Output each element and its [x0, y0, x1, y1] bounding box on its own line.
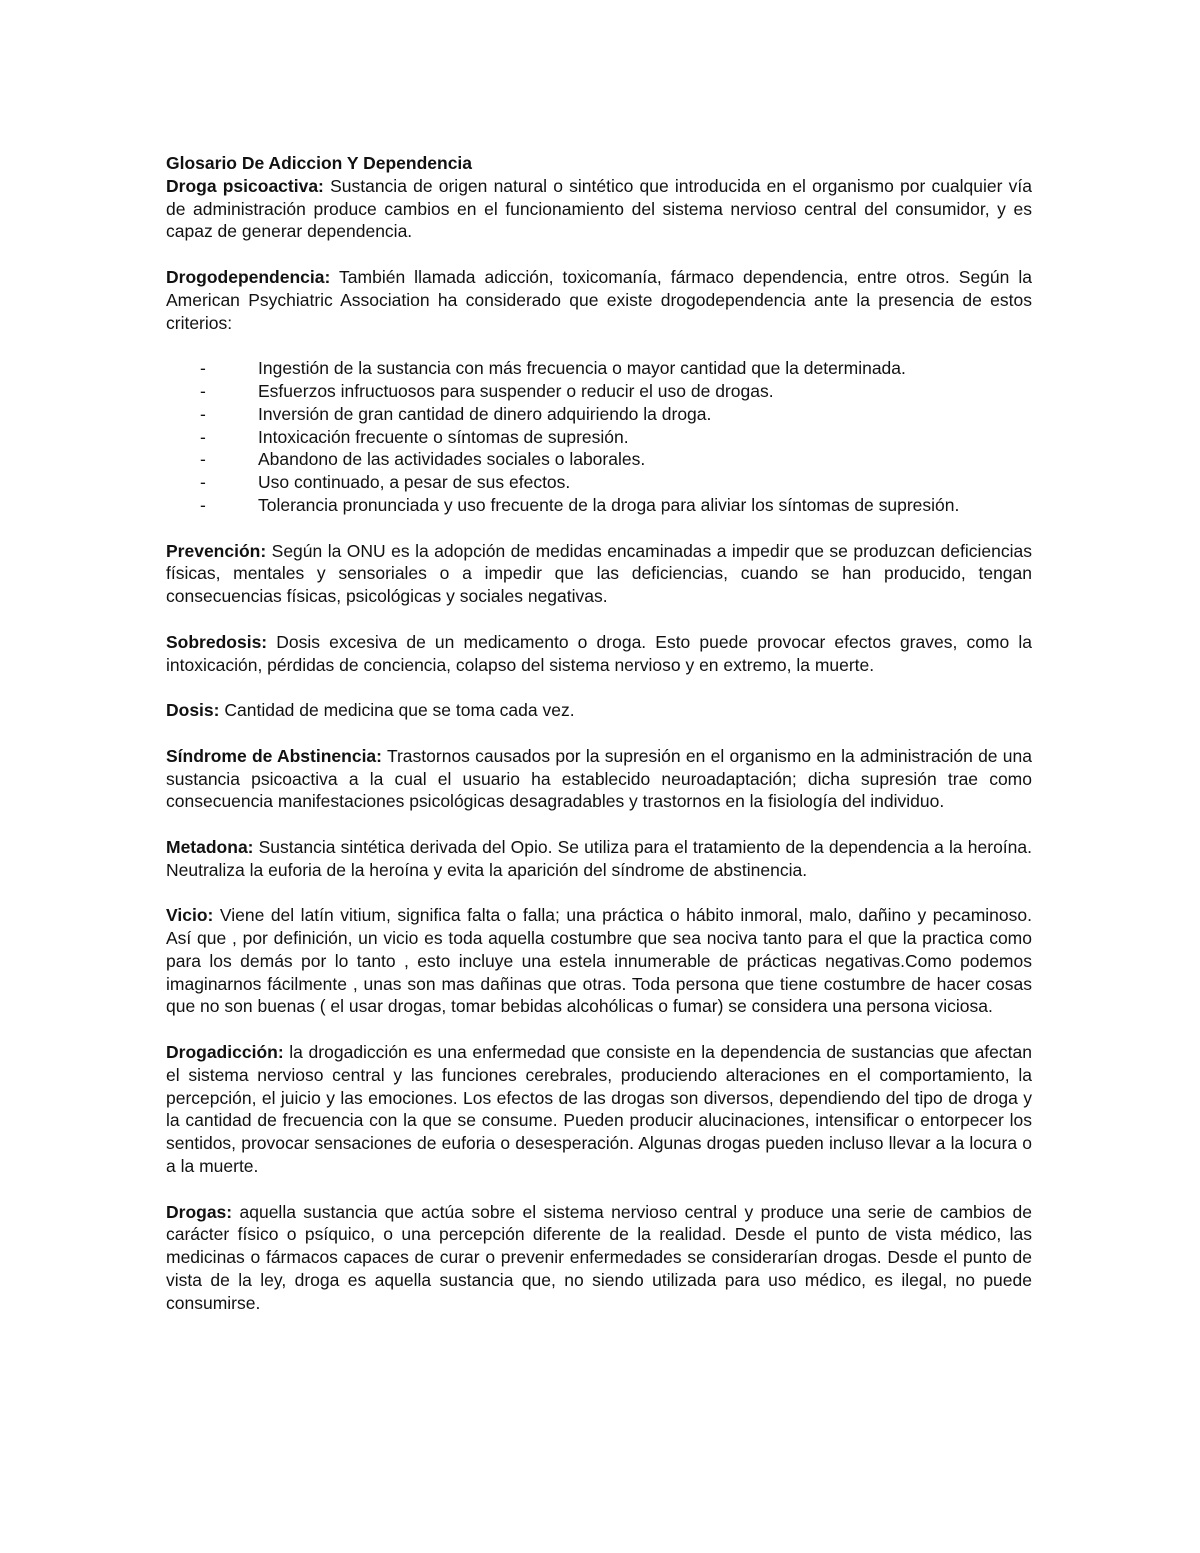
document-title: Glosario De Adiccion Y Dependencia: [166, 153, 473, 173]
glossary-entry-dosis: [166, 699, 1032, 722]
list-item: [166, 426, 1032, 449]
entry-definition: Sustancia sintética derivada del Opio. Se utiliza para el tratamiento de la dependencia a la heroína. Neutraliza la euforia de la heroína y evita la aparición del síndrome de abstinencia.: [166, 836, 1032, 880]
entry-definition: Sustancia de origen natural o sintético que introducida en el organismo por cualquier vía de administración produce cambios en el funcionamiento del sistema nervioso central del consumidor, y es capaz de generar dependencia.: [166, 175, 1032, 242]
list-item: [166, 471, 1032, 494]
entry-definition: Según la ONU es la adopción de medidas encaminadas a impedir que se produzcan deficiencias físicas, mentales y sensoriales o a impedir que las deficiencias, cuando se han producido, tengan consecuencias físicas, psicológicas y sociales negativas.: [166, 540, 1032, 607]
list-item-text: Ingestión de la sustancia con más frecuencia o mayor cantidad que la determinada.: [258, 358, 906, 379]
list-item: [166, 357, 1032, 380]
entry-term: Dosis:: [166, 700, 220, 721]
entry-term: Prevención:: [166, 540, 267, 561]
glossary-entry-prevencion: [166, 540, 1032, 608]
list-item: [166, 448, 1032, 471]
entry-term: Vicio:: [166, 905, 214, 926]
glossary-entry-sindrome-de-abstinencia: [166, 745, 1032, 813]
bullet-dash: -: [200, 426, 206, 447]
list-item-text: Intoxicación frecuente o síntomas de supresión.: [258, 426, 629, 447]
list-item: [166, 380, 1032, 403]
glossary-entry-drogadiccion: [166, 1041, 1032, 1178]
entry-term: Drogas:: [166, 1201, 233, 1222]
bullet-dash: -: [200, 403, 206, 424]
list-item-text: Uso continuado, a pesar de sus efectos.: [258, 472, 571, 493]
bullet-dash: -: [200, 494, 206, 515]
document-page: [166, 152, 1032, 1337]
list-item-text: Esfuerzos infructuosos para suspender o reducir el uso de drogas.: [258, 380, 774, 401]
glossary-entry-metadona: [166, 836, 1032, 882]
entry-definition: Viene del latín vitium, significa falta o falla; una práctica o hábito inmoral, malo, dañino y pecaminoso. Así que , por definición, un vicio es toda aquella costumbre que sea nociva tanto para el que la practica como para los demás por lo tanto , esto incluye una estela innumerable de prácticas negativas.Como podemos imaginarnos fácilmente , unas son mas dañinas que otras. Toda persona que tiene costumbre de hacer cosas que no son buenas ( el usar drogas, tomar bebidas alcohólicas o fumar) se considera una persona viciosa.: [166, 905, 1032, 1017]
list-item: [166, 494, 1032, 517]
list-item: [166, 403, 1032, 426]
entry-term: Droga psicoactiva:: [166, 175, 324, 196]
list-item-text: Tolerancia pronunciada y uso frecuente de la droga para aliviar los síntomas de supresión.: [258, 494, 960, 515]
entry-term: Metadona:: [166, 836, 254, 857]
bullet-dash: -: [200, 358, 206, 379]
glossary-entry-drogas: [166, 1201, 1032, 1315]
entry-term: Síndrome de Abstinencia:: [166, 745, 382, 766]
glossary-entry-drogodependencia: [166, 266, 1032, 334]
glossary-entry-droga-psicoactiva: [166, 175, 1032, 243]
bullet-dash: -: [200, 449, 206, 470]
list-item-text: Inversión de gran cantidad de dinero adquiriendo la droga.: [258, 403, 712, 424]
entry-definition: Cantidad de medicina que se toma cada vez.: [224, 700, 575, 721]
bullet-dash: -: [200, 472, 206, 493]
glossary-entry-sobredosis: [166, 631, 1032, 677]
entry-term: Sobredosis:: [166, 631, 268, 652]
entry-definition: Trastornos causados por la supresión en el organismo en la administración de una sustancia psicoactiva a la cual el usuario ha establecido neuroadaptación; dicha supresión trae como consecuencia manifestaciones psicológicas desagradables y trastornos en la fisiología del individuo.: [166, 745, 1032, 812]
glossary-entry-vicio: [166, 904, 1032, 1018]
entry-definition: aquella sustancia que actúa sobre el sistema nervioso central y produce una serie de cambios de carácter físico o psíquico, o una percepción diferente de la realidad. Desde el punto de vista médico, las medicinas o fármacos capaces de curar o prevenir enfermedades se considerarían drogas. Desde el punto de vista de la ley, droga es aquella sustancia que, no siendo utilizada para uso médico, es ilegal, no puede consumirse.: [166, 1201, 1032, 1313]
entry-definition: También llamada adicción, toxicomanía, fármaco dependencia, entre otros. Según la American Psychiatric Association ha considerado que existe drogodependencia ante la presencia de estos criterios:: [166, 266, 1032, 333]
entry-term: Drogadicción:: [166, 1042, 284, 1063]
bullet-dash: -: [200, 380, 206, 401]
entry-definition: la drogadicción es una enfermedad que consiste en la dependencia de sustancias que afectan el sistema nervioso central y las funciones cerebrales, produciendo alteraciones en el comportamiento, la percepción, el juicio y las emociones. Los efectos de las drogas son diversos, dependiendo del tipo de droga y la cantidad de frecuencia con la que se consume. Pueden producir alucinaciones, intensificar o entorpecer los sentidos, provocar sensaciones de euforia o desesperación. Algunas drogas pueden incluso llevar a la locura o a la muerte.: [166, 1042, 1032, 1177]
list-item-text: Abandono de las actividades sociales o laborales.: [258, 449, 646, 470]
criteria-list: [166, 357, 1032, 517]
entry-definition: Dosis excesiva de un medicamento o droga. Esto puede provocar efectos graves, como la intoxicación, pérdidas de conciencia, colapso del sistema nervioso y en extremo, la muerte.: [166, 631, 1032, 675]
entry-term: Drogodependencia:: [166, 266, 331, 287]
